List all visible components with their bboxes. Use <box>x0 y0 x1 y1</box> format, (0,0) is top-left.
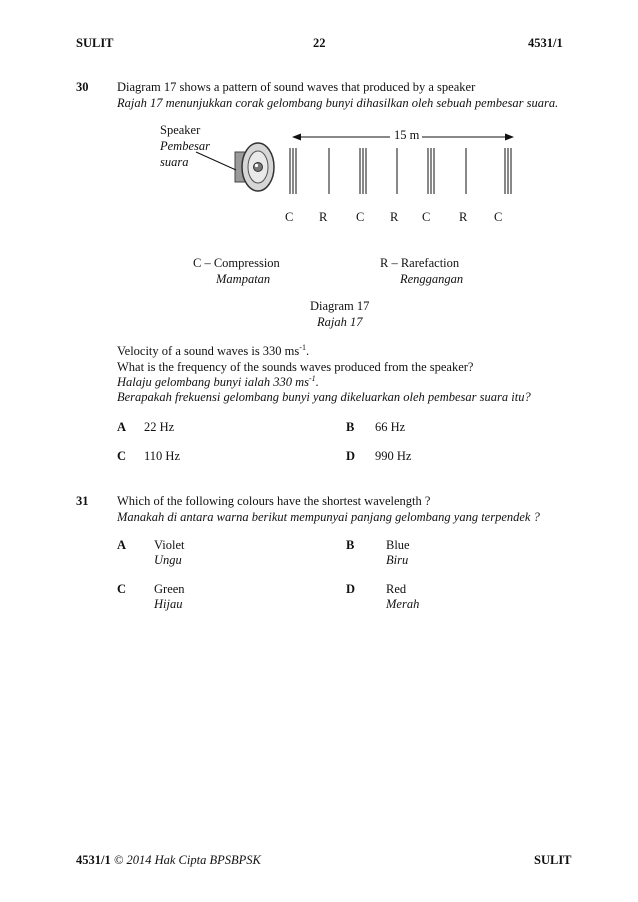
rarefaction-lines <box>329 148 466 194</box>
speaker-icon <box>235 143 274 191</box>
q31-option-c-ms: Hijau <box>154 597 183 611</box>
q31-option-a[interactable]: Violet <box>154 538 185 552</box>
q30-velocity-en: Velocity of a sound waves is 330 $ms^{-1}$. <box>117 342 310 358</box>
q31-option-c[interactable]: Green <box>154 582 185 596</box>
wave-label: C <box>494 210 503 224</box>
q30-stem-ms: Rajah 17 menunjukkan corak gelombang bunyi dihasilkan oleh sebuah pembesar suara. <box>117 96 559 110</box>
q30-option-a[interactable]: 22 Hz <box>144 420 175 434</box>
wave-label: C <box>285 210 294 224</box>
footer-right: SULIT <box>534 853 572 867</box>
q31-option-letter: B <box>346 538 355 552</box>
wave-label: R <box>459 210 468 224</box>
q31-stem-en: Which of the following colours have the shortest wavelength ? <box>117 494 431 508</box>
compression-lines <box>290 148 511 194</box>
legend-compression-ms: Mampatan <box>216 272 271 286</box>
q30-option-letter: C <box>117 449 127 463</box>
distance-label: 15 m <box>394 128 420 142</box>
wave-label: C <box>356 210 365 224</box>
speaker-label-ms-1: Pembesar <box>160 139 210 153</box>
wave-label: C <box>422 210 431 224</box>
q30-question-en: What is the frequency of the sounds waves produced from the speaker? <box>117 360 474 374</box>
q31-option-a-ms: Ungu <box>154 553 182 567</box>
q30-option-d[interactable]: 990 Hz <box>375 449 412 463</box>
q31-number: 31 <box>76 494 89 508</box>
q30-question-ms: Berapakah frekuensi gelombang bunyi yang dikeluarkan oleh pembesar suara itu? <box>117 390 531 404</box>
header-right: 4531/1 <box>528 36 563 50</box>
speaker-label-en: Speaker <box>160 123 201 137</box>
diagram-caption-en: Diagram 17 <box>310 299 370 313</box>
legend-compression-en: C – Compression <box>193 256 280 270</box>
q31-stem-ms: Manakah di antara warna berikut mempunyai panjang gelombang yang terpendek ? <box>117 510 540 524</box>
q31-option-letter: A <box>117 538 127 552</box>
q30-stem-en: Diagram 17 shows a pattern of sound waves that produced by a speaker <box>117 80 476 94</box>
q30-option-letter: B <box>346 420 355 434</box>
q30-option-c[interactable]: 110 Hz <box>144 449 180 463</box>
legend-rarefaction-en: R – Rarefaction <box>380 256 460 270</box>
q31-option-letter: D <box>346 582 356 596</box>
q30-option-letter: D <box>346 449 356 463</box>
q31-option-letter: C <box>117 582 127 596</box>
wave-label: R <box>319 210 328 224</box>
footer-left: 4531/1 © 2014 Hak Cipta BPSBPSK <box>76 853 261 867</box>
diagram-caption-ms: Rajah 17 <box>317 315 363 329</box>
speaker-pointer-line <box>196 152 236 170</box>
q30-option-letter: A <box>117 420 127 434</box>
q30-number: 30 <box>76 80 89 94</box>
wave-label: R <box>390 210 399 224</box>
q31-option-b-ms: Biru <box>386 553 409 567</box>
sound-wave-diagram <box>0 0 638 330</box>
q30-option-b[interactable]: 66 Hz <box>375 420 406 434</box>
legend-rarefaction-ms: Renggangan <box>400 272 464 286</box>
header-left: SULIT <box>76 36 114 50</box>
page-number: 22 <box>313 36 326 50</box>
q30-velocity-ms: Halaju gelombang bunyi ialah 330 $ms^{-1}$. <box>117 373 319 389</box>
speaker-label-ms-2: suara <box>160 155 189 169</box>
q31-option-d-ms: Merah <box>386 597 420 611</box>
q31-option-d[interactable]: Red <box>386 582 407 596</box>
q31-option-b[interactable]: Blue <box>386 538 410 552</box>
